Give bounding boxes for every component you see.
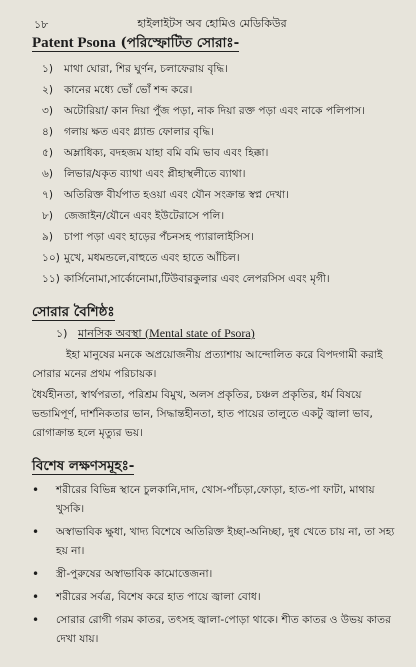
bullet-icon: •: [32, 613, 40, 627]
list-item-number: ৭): [42, 189, 54, 201]
list-item-number: ১০): [42, 252, 60, 264]
subheading-mental-state: [56, 325, 402, 344]
list-item-text: অটোরিয়া/ কান দিয়া পুঁজ পড়া, নাক দিয়া রক্ত পড়া এবং নাকে পলিপাস।: [64, 105, 366, 117]
section-heading-patent-psora: [32, 35, 239, 52]
list-item: [42, 249, 402, 270]
list-item-text: লিভার/যকৃত ব্যাথা এবং প্লীহাস্থলীতে ব্যাথা।: [64, 168, 246, 180]
list-item-number: ৬): [42, 168, 54, 180]
list-item-text: মুখে, মধমন্ডলে,বাহুতে এবং হাতে আঁচিল।: [64, 252, 240, 264]
section-heading-special-symptoms: বিশেষ লক্ষণসমূহঃ-: [32, 458, 135, 474]
bullet-icon: •: [32, 525, 40, 539]
section-psora-characteristics: [22, 301, 402, 443]
section-patent-psora: [22, 32, 402, 291]
bullet-item: [32, 523, 402, 561]
list-item-text: কানের মধ্যে ভোঁ ভোঁ শব্দ করে।: [64, 84, 193, 96]
section-special-symptoms: [22, 455, 402, 649]
list-item-number: ৫): [42, 147, 54, 159]
subheading-text: [78, 325, 255, 344]
list-item-text: চাপা পড়া এবং হাড়ের পঁচনসহ প্যারালাইসিস।: [64, 231, 254, 243]
bullet-item: [32, 481, 402, 519]
heading-english: Patent Psona: [32, 35, 116, 51]
bullet-item-text: সোরার রোগী গরম কাতর, তৎসহ জ্বালা-পোড়া থাকে। শীত কাতর ও উভয় কাতর দেখা যায়।: [56, 614, 391, 645]
list-item-text: কার্সিনোমা,সার্কোনোমা,টিউবারকুলার এবং লেপরসিস এবং মৃগী।: [64, 273, 330, 285]
paragraph-mental-state: ইহা মানুষের মনকে অপ্রয়োজনীয় প্রত্যাশায় আন্দোলিত করে বিপদগামী করাই সোরার মনের প্রথম পরিচায়ক।: [32, 349, 383, 380]
list-item: [42, 60, 402, 81]
running-title: হাইলাইটস অব হোমিও মেডিকিউর: [137, 17, 287, 30]
bullet-icon: •: [32, 483, 40, 497]
bullet-list: [32, 481, 402, 649]
list-item-text: অম্লাধিক্য, বদহজম যাহা বমি বমি ভাব এবং হিক্কা।: [64, 147, 269, 159]
bullet-icon: •: [32, 590, 40, 604]
list-item: [42, 165, 402, 186]
list-item-number: ১): [42, 63, 54, 75]
list-item-number: ৩): [42, 105, 54, 117]
subheading-number: ১): [56, 327, 68, 340]
section-heading-characteristics: সোরার বৈশিষ্ঠঃ: [32, 304, 115, 320]
subheading-bengali: মানসিক অবস্থা: [78, 327, 146, 340]
list-item: [42, 81, 402, 102]
list-item-number: ৪): [42, 126, 54, 138]
symptom-list: [42, 60, 402, 291]
page-number: ১৮: [34, 18, 49, 31]
page-header: [22, 10, 402, 32]
list-item-text: মাথা ঘোরা, শির ঘুর্ণন, চলাফেরায় বৃদ্ধি।: [64, 63, 228, 75]
list-item: [42, 186, 402, 207]
list-item-number: ৯): [42, 231, 54, 243]
list-item: [42, 228, 402, 249]
list-item: [42, 144, 402, 165]
list-item: [42, 207, 402, 228]
list-item-text: অতিরিক্ত বীর্যপাত হওয়া এবং যৌন সংক্রান্ত স্বপ্ন দেখা।: [64, 189, 289, 201]
list-item-text: গলায় ক্ষত এবং গ্ল্যান্ড ফোলার বৃদ্ধি।: [64, 126, 214, 138]
subheading-english: (Mental state of Psora): [145, 326, 255, 340]
list-item-number: ১১): [42, 273, 60, 285]
bullet-icon: •: [32, 567, 40, 581]
heading-bengali: (পরিস্ফোটিত সোরাঃ-: [115, 35, 240, 51]
list-item-number: ২): [42, 84, 54, 96]
bullet-item-text: শরীরের বিভিন্ন স্থানে চুলকানি,দাদ, খোস-পাঁচড়া,ফোড়া, হাত-পা ফাটা, মাথায় খুসকি।: [56, 484, 375, 515]
list-item-text: জেজাইন/যৌনে এবং ইউটেরাসে পলি।: [64, 210, 225, 222]
bullet-item-text: শরীরের সর্বত্র, বিশেষ করে হাত পায়ে জ্বালা বোধ।: [56, 591, 261, 603]
bullet-item-text: অস্বাভাবিক ক্ষুধা, খাদ্য বিশেষে অতিরিক্ত ইচ্ছা-অনিচ্ছা, দুধ খেতে চায় না, তা সহ্য হয় না।: [56, 526, 395, 557]
bullet-item-text: স্ত্রী-পুরুষের অস্বাভাবিক কামোত্তেজনা।: [56, 568, 213, 580]
list-item-number: ৮): [42, 210, 54, 222]
bullet-item: [32, 611, 402, 649]
bullet-item: [32, 588, 402, 607]
bullet-item: [32, 565, 402, 584]
list-item: [42, 102, 402, 123]
list-item: [42, 270, 402, 291]
paragraph-traits: ধৈর্যহীনতা, স্বার্থপরতা, পরিশ্রম বিমুখ, অলস প্রকৃতির, চঞ্চল প্রকৃতির, ধর্ম বিষয়ে ভন্ডামিপূর্ণ, দার্শনিকতার ভান, সিদ্ধান্তহীনতা, হাত পায়ের তালুতে একটু জ্বালা ভাব, রোগাক্রান্ত হলে মৃত্যুর ভয়।: [32, 389, 373, 439]
list-item: [42, 123, 402, 144]
